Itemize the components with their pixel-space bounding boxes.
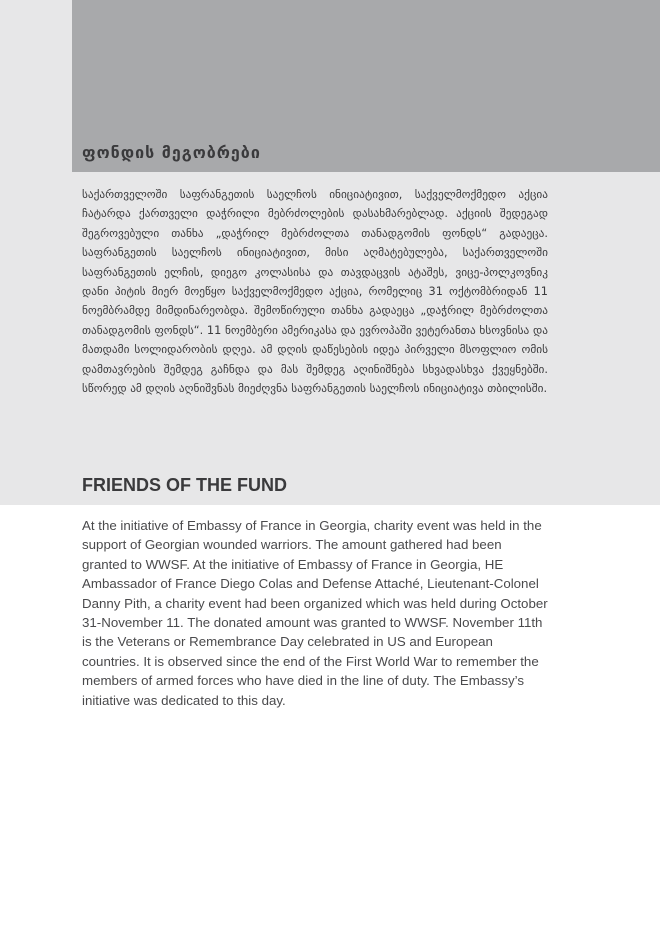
georgian-section-body: საქართველოში საფრანგეთის საელჩოს ინიციატივით, საქველმოქმედო აქცია ჩატარდა ქართველი დაჭრილი მებრძოლების დასახმარებლად. აქციის შედეგად შეგროვებული თანხა „დაჭრილ მებრძოლთა თანადგომის ფონდს“ გადაეცა. საფრანგეთის საელჩოს ინიციატივით, მისი აღმატებულება, საქართველოში საფრანგეთის ელჩის, დიეგო კოლასისა და თავდაცვის ატაშეს, ვიცე-პოლკოვნიკ დანი პიტის მიერ მოეწყო საქველმოქმედო აქცია, რომელიც 31 ოქტომბრიდან 11 ნოემბრამდე მიმდინარეობდა. შემოწირული თანხა გადაეცა „დაჭრილ მებრძოლთა თანადგომის ფონდს“. 11 ნოემბერი ამერიკასა და ევროპაში ვეტერანთა ხსოვნისა და მათდამი სოლიდარობის დღეა. ამ დღის დაწესების იდეა პირველი მსოფლიო ომის დამთავრების შემდეგ გაჩნდა და მას შემდეგ აღინიშნება სხვადასხვა ქვეყნებში. სწორედ ამ დღის აღნიშვნას მიეძღვნა საფრანგეთის საელჩოს ინიციატივა თბილისში. <box>82 188 548 396</box>
english-section-body: At the initiative of Embassy of France in Georgia, charity event was held in the support of Georgian wounded warriors. The amount gathered had been granted to WWSF. At the initiative of Embassy of France in Georgia, HE Ambassador of France Diego Colas and Defense Attaché, Lieutenant-Colonel Danny Pith, a charity event had been organized which was held during October 31-November 11. The donated amount was granted to WWSF. November 11th is the Veterans or Remembrance Day celebrated in US and European countries. It is observed since the end of the First World War to remember the members of armed forces who have died in the line of duty. The Embassy’s initiative was dedicated to this day. <box>82 518 548 708</box>
english-section-heading: FRIENDS OF THE FUND <box>82 475 287 495</box>
georgian-section-heading: ფონდის მეგობრები <box>82 143 261 162</box>
